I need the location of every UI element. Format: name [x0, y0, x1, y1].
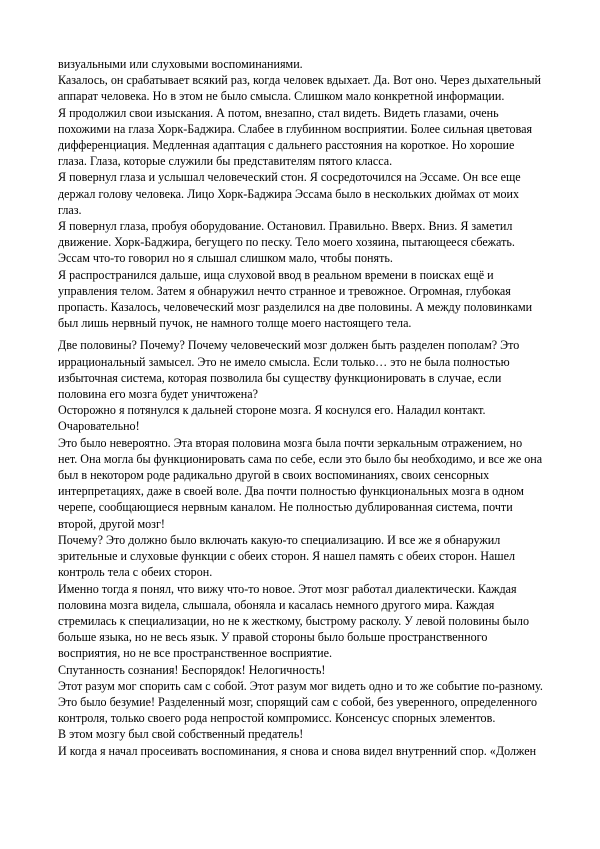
paragraph: Это было невероятно. Эта вторая половина мозга была почти зеркальным отражением, но нет. Она могла бы функционировать сама по себе, если это было бы необходимо, и все же она был в некотором роде радикально другой в своих воспоминаниях, своих сенсорных интерпретациях, даже в своей воле. Два почти полностью функциональных мозга в одном черепе, сообщающиеся нервным каналом. Не полностью дублированная система, почти второй, другой мозг! — [58, 435, 543, 531]
paragraph: Спутанность сознания! Беспорядок! Нелогичность! — [58, 662, 326, 677]
paragraph: В этом мозгу был свой собственный предатель! — [58, 727, 304, 742]
paragraph: Две половины? Почему? Почему человеческий мозг должен быть разделен пополам? Это иррациональный замысел. Это не имело смысла. Если только… это не была полностью избыточная система, которая позволила бы существу функционировать в случае, если половина его мозга будет уничтожена? — [58, 338, 520, 402]
paragraph: Я продолжил свои изыскания. А потом, внезапно, стал видеть. Видеть глазами, очень похожими на глаза Хорк-Баджира. Слабее в глубинном восприятии. Более сильная цветовая дифференциация. Медленная адаптация с дальнего расстояния на короткое. Но хорошие глаза. Глаза, которые служили бы представителям пятого класса. — [58, 105, 533, 169]
paragraph: И когда я начал просеивать воспоминания, я снова и снова видел внутренний спор. «Должен — [58, 743, 537, 758]
paragraph: Именно тогда я понял, что вижу что-то новое. Этот мозг работал диалектически. Каждая половина мозга видела, слышала, обоняла и касалась немного другого мира. Каждая стремилась к специализации, но не к жесткому, быстрому расколу. У левой половины было больше языка, но не весь язык. У правой стороны было больше пространственного восприятия, но не все пространственное восприятие. — [58, 581, 530, 661]
paragraph: Я повернул глаза, пробуя оборудование. Остановил. Правильно. Вверх. Вниз. Я заметил движение. Хорк-Баджира, бегущего по песку. Тело моего хозяина, пытающееся сбежать. Эссам что-то говорил но я слышал слишком мало, чтобы понять. — [58, 219, 515, 266]
paragraph: Почему? Это должно было включать какую-то специализацию. И все же я обнаружил зрительные и слуховые функции с обеих сторон. Я нашел память с обеих сторон. Нашел контроль тела с обеих сторон. — [58, 532, 516, 580]
body-text — [58, 56, 544, 759]
paragraph: Я повернул глаза и услышал человеческий стон. Я сосредоточился на Эссаме. Он все еще держал голову человека. Лицо Хорк-Баджира Эссама было в нескольких дюймах от моих глаз. — [58, 170, 521, 217]
paragraph: Я распространился дальше, ища слуховой ввод в реальном времени в поисках ещё и управления телом. Затем я обнаружил нечто странное и тревожное. Огромная, глубокая пропасть. Казалось, человеческий мозг разделился на две половины. А между половинками был лишь нервный пучок, не намного толще моего настоящего тела. — [58, 267, 533, 331]
paragraph: визуальными или слуховыми воспоминаниями. — [58, 57, 303, 71]
paragraph: Казалось, он срабатывает всякий раз, когда человек вдыхает. Да. Вот оно. Через дыхательный аппарат человека. Но в этом не было смысла. Слишком мало конкретной информации. — [58, 73, 542, 104]
paragraph: Этот разум мог спорить сам с собой. Этот разум мог видеть одно и то же событие по-разному. Это было безумие! Разделенный мозг, спорящий сам с собой, без уверенного, определенного контроля, только своего рода непростой компромисс. Консенсус спорных элементов. — [58, 678, 543, 726]
paragraph: Осторожно я потянулся к дальней стороне мозга. Я коснулся его. Наладил контакт. Очаровательно! — [58, 403, 486, 434]
